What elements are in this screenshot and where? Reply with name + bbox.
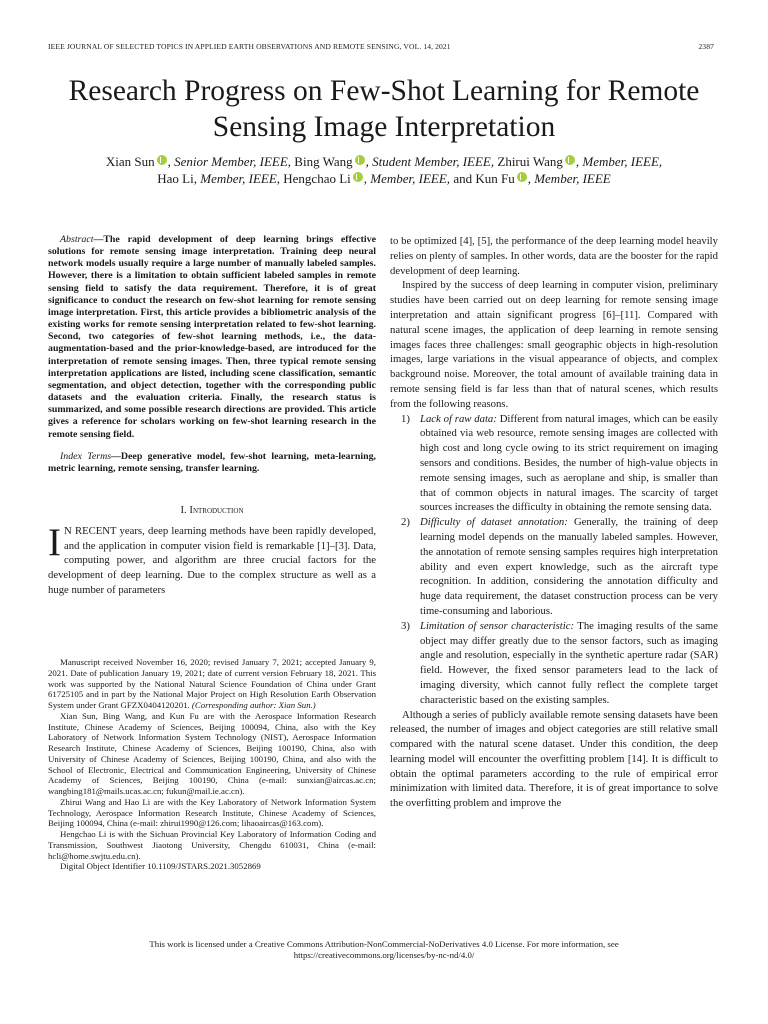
author-list: [40, 153, 728, 187]
abstract-text: —The rapid development of deep learning brings effective solutions for remote sensing image interpretation. Training deep neural network models usually require a large number of manually labeled samples. However, there is a limitation to obtain sufficient labeled samples in remote sensing field to satisfy the data requirement. Therefore, it is of great significance to conduct the research on few-shot learning for remote sensing image interpretation. First, this article provides a bibliometric analysis of the existing works for remote sensing interpretation related to few-shot learning. Second, two categories of few-shot learning methods, i.e., the data-augmentation-based and the prior-knowledge-based, are introduced for the interpretation of remote sensing images. Then, three typical remote sensing interpretation applications are listed, including scene classification, semantic segmentation, and object detection, together with the corresponding public datasets and the evaluation criteria. Finally, the research status is summarized, and some possible research directions are provided. This article gives a reference for scholars working on few-shot learning research in the remote sensing field.: [48, 234, 376, 440]
orcid-icon[interactable]: [353, 172, 363, 182]
list-text: The imaging results of the same object may differ greatly due to the sensor factors, such as imaging angle and resolution, especially in the synthetic aperture radar (SAR) field. However, the fixed sensor parameters lead to the lack of imaging diversity, which cannot fully reflect the complete target characteristic based on the existing samples.: [420, 619, 718, 706]
list-label: Lack of raw data:: [420, 412, 497, 425]
left-column: [48, 234, 376, 598]
footnote-affiliation: Zhirui Wang and Hao Li are with the Key Laboratory of Network Information System Technology, Aerospace Information Research Institute, Chinese Academy of Sciences, Beijing 100094, China (e-mail: zhirui1990@126.com; lihaoaircas@163.com).: [48, 796, 376, 829]
author-name: Bing Wang: [291, 154, 353, 169]
index-terms-label: Index Terms: [60, 450, 112, 462]
footnote-affiliation: Xian Sun, Bing Wang, and Kun Fu are with the Aerospace Information Research Institute, Chinese Academy of Sciences, Beijing 100094, China, also with the Key Laboratory of Network Information System Technology (NIST), Aerospace Information Research Institute, Chinese Academy of Sciences, Beijing 100190, China, also with University of Chinese Academy of Sciences, Beijing 100190, China, and also with the School of Electronic, Electrical and Communication Engineering, University of Chinese Academy of Sciences, Beijing 100190, China (e-mail: sunxian@aircas.ac.cn; wangbing181@mails.ucas.ac.cn; fukun@mail.ie.ac.cn).: [48, 710, 376, 796]
list-item: [390, 619, 718, 708]
page-number: 2387: [698, 42, 714, 51]
footnote-doi: Digital Object Identifier 10.1109/JSTARS.2021.3052869: [60, 861, 261, 872]
right-column: [390, 234, 718, 811]
abstract-label: Abstract: [60, 234, 94, 245]
orcid-icon[interactable]: [565, 155, 575, 165]
intro-text: N RECENT years, deep learning methods have been rapidly developed, and the application in computer vision field is remarkable [1]–[3]. Data, computing power, and algorithm are three crucial factors for the development of deep learning. Due to the complex structure as well as a huge number of parameters: [48, 524, 376, 596]
list-item: [390, 515, 718, 619]
orcid-icon[interactable]: [355, 155, 365, 165]
license-notice: [60, 939, 708, 961]
list-text: Generally, the training of deep learning model depends on the manually labeled samples. However, the annotation of remote sensing samples requires high interpretation ability and even expert knowledge, such as the aircraft type recognition. In addition, considering the annotation difficulty and huge data requirement, the dataset construction process can be very time-consuming and laborious.: [420, 516, 718, 617]
author-role: Member, IEEE,: [200, 171, 281, 186]
paper-title: Research Progress on Few-Shot Learning for Remote Sensing Image Interpretation: [68, 75, 700, 143]
author-name: Hengchao Li: [280, 171, 351, 186]
running-header: [48, 42, 714, 51]
author-name: Xian Sun: [105, 154, 155, 169]
license-link[interactable]: https://creativecommons.org/licenses/by-nc-nd/4.0/: [293, 950, 475, 960]
author-role: , Senior Member, IEEE,: [167, 154, 292, 169]
intro-paragraph: [48, 520, 376, 598]
orcid-icon[interactable]: [157, 155, 167, 165]
list-item: [390, 412, 718, 516]
author-role: , Member, IEEE,: [575, 154, 663, 169]
list-number: 2): [401, 516, 410, 529]
author-name: Zhirui Wang: [494, 154, 563, 169]
list-label: Difficulty of dataset annotation:: [420, 516, 568, 529]
orcid-icon[interactable]: [517, 172, 527, 182]
license-text: This work is licensed under a Creative Commons Attribution-NonCommercial-NoDerivatives 4.0 License. For more information, see: [149, 939, 619, 949]
index-terms: [48, 451, 376, 475]
corresponding-author: (Corresponding author: Xian Sun.): [189, 700, 316, 710]
author-role: , Member, IEEE,: [363, 171, 451, 186]
body-paragraph: to be optimized [4], [5], the performance of the deep learning model heavily relies on plenty of samples. In other words, data are the booster for the rapid development of deep learning.: [390, 235, 718, 277]
journal-name: IEEE JOURNAL OF SELECTED TOPICS IN APPLIED EARTH OBSERVATIONS AND REMOTE SENSING, VOL. 14, 2021: [48, 42, 451, 51]
section-heading: [48, 503, 376, 518]
footnote-manuscript: [48, 657, 376, 711]
drop-cap: I: [48, 520, 61, 564]
index-terms-text: —Deep generative model, few-shot learning, meta-learning, metric learning, remote sensing, transfer learning.: [48, 450, 376, 474]
challenge-list: [390, 412, 718, 708]
list-number: 3): [401, 619, 410, 632]
author-name: Hao Li,: [157, 171, 201, 186]
list-text: Different from natural images, which can be easily obtained via web resource, remote sensing images are collected with high cost and long cycle owing to its strict requirement on imaging sensors and conditions. Besides, the number of high-value objects in remote sensing images, such as aeroplane and ship, is smaller than that of common objects in natural images. The scarcity of target sources increases the difficulty in obtaining the remote sensing data.: [420, 412, 718, 514]
section-number: I.: [180, 503, 187, 516]
author-role: , Student Member, IEEE,: [365, 154, 495, 169]
author-role: , Member, IEEE: [527, 171, 611, 186]
section-title: Introduction: [189, 503, 244, 516]
body-paragraph: Although a series of publicly available remote sensing datasets have been released, the number of images and object categories are still relative small compared with the natural scene dataset. Under this condition, the deep learning model will encounter the overfitting problem [14]. It is difficult to obtain the optimal parameters according to the rule of empirical error minimization with limited data. Therefore, it is of great importance to solve the overfitting problem and improve the: [390, 708, 718, 810]
body-paragraph: Inspired by the success of deep learning in computer vision, preliminary studies have been carried out on deep learning for remote sensing image interpretation and attain significant progress [6]–[11]. Compared with natural scene images, the application of deep learning in remote sensing images faces three challenges: small geographic objects in high-resolution images, large variations in the visual appearance of objects, and complex background noise. Moreover, the total amount of available training data in remote sensing field is far less than that of natural scenes, which results from the following reasons.: [390, 279, 718, 410]
abstract: [48, 234, 376, 441]
footnote-text: Manuscript received November 16, 2020; revised January 7, 2021; accepted January 9, 2021. Date of publication January 19, 2021; date of current version February 18, 2021. This work was supported by the National Natural Science Foundation of China under Grant 61725105 and in part by the National Major Project on High Resolution Earth Observation System under Grant GFZX0404120201.: [48, 657, 376, 710]
footnotes: [48, 657, 376, 872]
list-number: 1): [401, 412, 410, 425]
author-name: and Kun Fu: [450, 171, 515, 186]
list-label: Limitation of sensor characteristic:: [420, 619, 575, 632]
footnote-affiliation: Hengchao Li is with the Sichuan Provincial Key Laboratory of Information Coding and Transmission, Southwest Jiaotong University, Chengdu 610031, China (e-mail: hcli@home.swjtu.edu.cn).: [48, 829, 376, 861]
